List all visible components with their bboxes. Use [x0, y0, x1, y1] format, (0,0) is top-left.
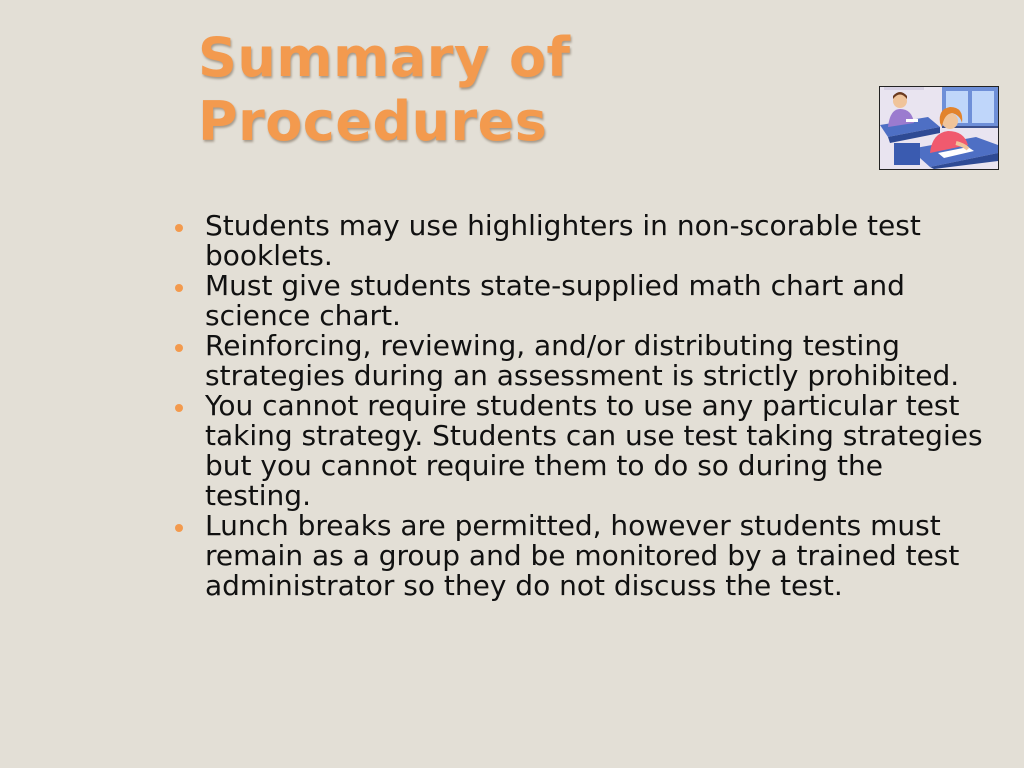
list-item — [172, 331, 992, 391]
list-item-text: Lunch breaks are permitted, however students must remain as a group and be monitored by a trained test administrator so they do not discuss the test. — [205, 509, 960, 602]
list-item-text: Students may use highlighters in non-scorable test booklets. — [205, 209, 921, 272]
bullet-dot-icon — [175, 404, 183, 412]
bullet-dot-icon — [175, 224, 183, 232]
title-line-2: Procedures — [198, 90, 548, 153]
list-item-text: You cannot require students to use any particular test taking strategy. Students can use test taking strategies but you cannot require them to do so during the testing. — [205, 389, 983, 512]
bullet-dot-icon — [175, 344, 183, 352]
list-item-text: Must give students state-supplied math chart and science chart. — [205, 269, 905, 332]
bullet-dot-icon — [175, 524, 183, 532]
list-item — [172, 211, 992, 271]
slide-title — [198, 26, 571, 154]
bullet-dot-icon — [175, 284, 183, 292]
bullet-list — [172, 211, 992, 601]
list-item — [172, 511, 992, 601]
list-item-text: Reinforcing, reviewing, and/or distributing testing strategies during an assessment is strictly prohibited. — [205, 329, 960, 392]
title-line-1: Summary of — [198, 26, 571, 89]
list-item — [172, 391, 992, 511]
students-testing-clipart-icon — [879, 86, 999, 170]
list-item — [172, 271, 992, 331]
